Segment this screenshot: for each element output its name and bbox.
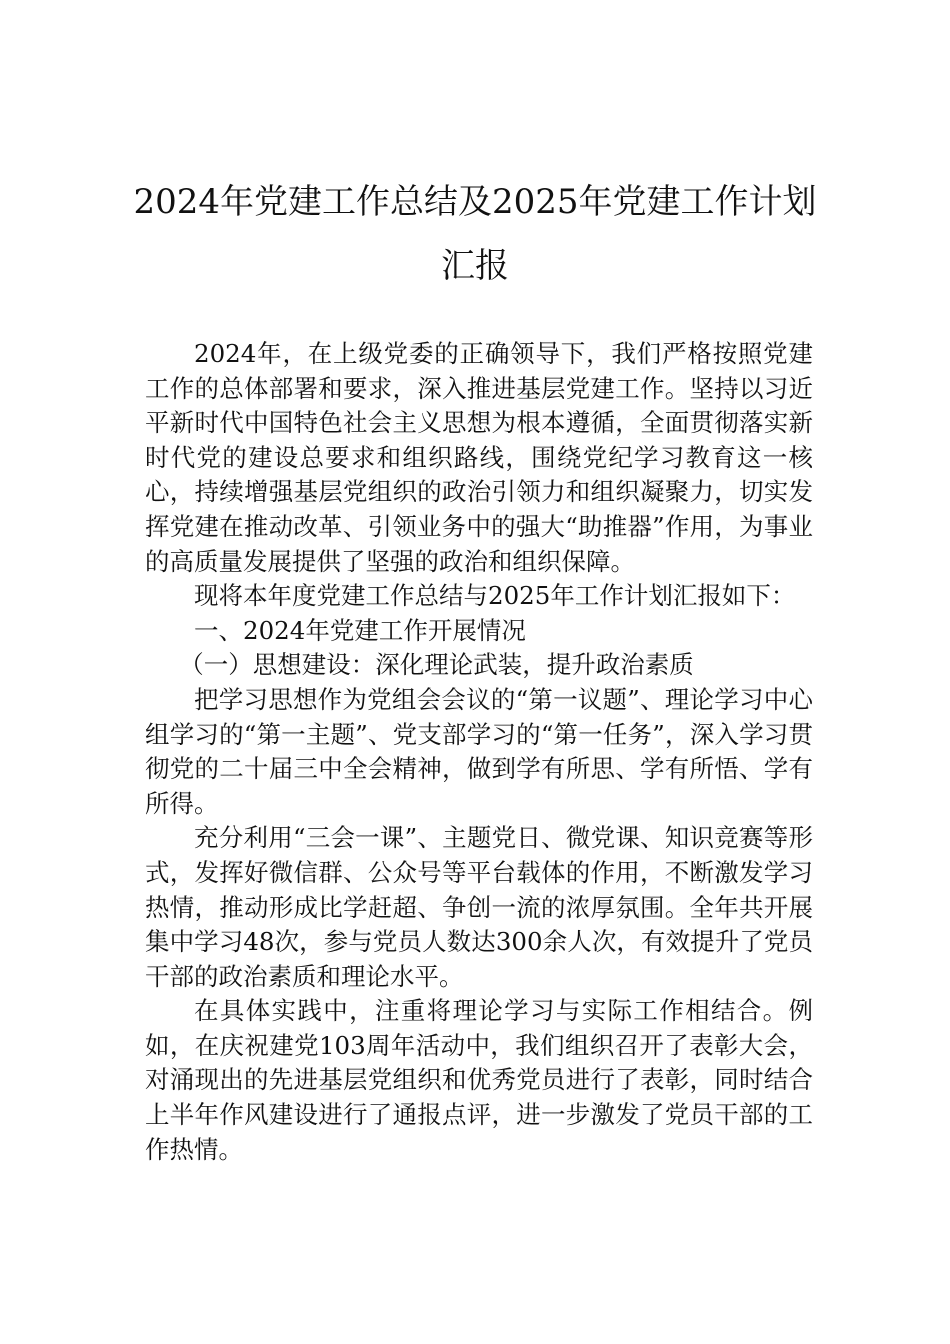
section-heading-1: 一、2024年党建工作开展情况 xyxy=(194,615,526,645)
subsection-heading-1: （一）思想建设：深化理论武装，提升政治素质 xyxy=(179,650,694,680)
document-title: 2024年党建工作总结及2025年党建工作计划汇报 xyxy=(133,182,817,286)
paragraph-first-topic: 把学习思想作为党组会会议的“第一议题”、理论学习中心组学习的“第一主题”、党支部学习的“第一任务”，深入学习贯彻党的二十届三中全会精神，做到学有所思、学有所悟、学有所得。 xyxy=(145,684,813,818)
paragraph-practice: 在具体实践中，注重将理论学习与实际工作相结合。例如，在庆祝建党103周年活动中，我们组织召开了表彰大会，对涌现出的先进基层党组织和优秀党员进行了表彰，同时结合上半年作风建设进行了通报点评，进一步激发了党员干部的工作热情。 xyxy=(145,996,813,1164)
paragraph-intro: 2024年，在上级党委的正确领导下，我们严格按照党建工作的总体部署和要求，深入推进基层党建工作。坚持以习近平新时代中国特色社会主义思想为根本遵循，全面贯彻落实新时代党的建设总要求和组织路线，围绕党纪学习教育这一核心，持续增强基层党组织的政治引领力和组织凝聚力，切实发挥党建在推动改革、引领业务中的强大“助推器”作用，为事业的高质量发展提供了坚强的政治和组织保障。 xyxy=(145,339,813,576)
paragraph-study-forms: 充分利用“三会一课”、主题党日、微党课、知识竞赛等形式，发挥好微信群、公众号等平台载体的作用，不断激发学习热情，推动形成比学赶超、争创一流的浓厚氛围。全年共开展集中学习48次，参与党员人数达300余人次，有效提升了党员干部的政治素质和理论水平。 xyxy=(145,823,813,991)
document-body xyxy=(145,337,813,1167)
paragraph-report-lead: 现将本年度党建工作总结与2025年工作计划汇报如下： xyxy=(194,581,796,611)
